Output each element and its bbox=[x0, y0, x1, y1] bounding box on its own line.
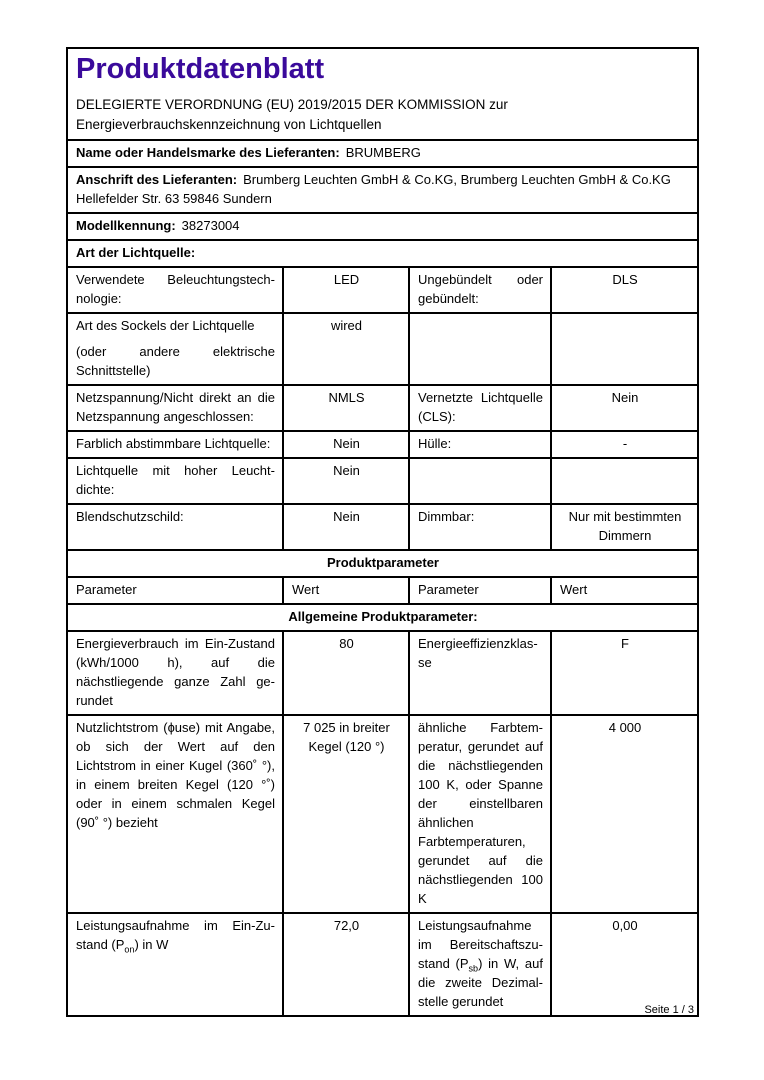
param-label-cell bbox=[409, 913, 551, 1016]
param-label-cell: Hülle: bbox=[409, 431, 551, 458]
param-label-cell: Vernetzte Lichtquelle (CLS): bbox=[409, 385, 551, 431]
table-row bbox=[67, 313, 698, 385]
param-label-text: Leistungsaufnahme im Ein-Zustand (P bbox=[76, 918, 275, 952]
param-label-cell: Lichtquelle mit hoher Leuchtdichte: bbox=[67, 458, 283, 504]
supplier-address-row bbox=[67, 167, 698, 213]
param-value-cell: F bbox=[551, 631, 698, 715]
param-value-cell: 72,0 bbox=[283, 913, 409, 1016]
param-label-cell: Energieeffizienzklasse bbox=[409, 631, 551, 715]
table-row bbox=[67, 631, 698, 715]
column-header: Wert bbox=[283, 577, 409, 604]
subscript-text: sb bbox=[468, 963, 479, 974]
model-id-value: 38273004 bbox=[181, 218, 240, 233]
light-source-heading-row bbox=[67, 240, 698, 267]
page-number: Seite 1 / 3 bbox=[644, 1004, 694, 1016]
table-row bbox=[67, 431, 698, 458]
supplier-name-value: BRUMBERG bbox=[345, 145, 421, 160]
param-value-cell: 0,00 bbox=[551, 913, 698, 1016]
page-subtitle: DELEGIERTE VERORDNUNG (EU) 2019/2015 DER KOMMISSION zur Energieverbrauchskennzeichnung von Lichtquellen bbox=[76, 97, 508, 132]
param-value-cell bbox=[551, 313, 698, 385]
column-header-row bbox=[67, 577, 698, 604]
param-label-cell: Verwendete Beleuchtungstechnologie: bbox=[67, 267, 283, 313]
param-label-cell: Netzspannung/Nicht direkt an die Netzspannung angeschlossen: bbox=[67, 385, 283, 431]
supplier-address-label: Anschrift des Lieferanten: bbox=[76, 172, 238, 187]
subscript-text: on bbox=[124, 944, 135, 955]
product-parameter-title-row bbox=[67, 550, 698, 577]
param-value-cell: - bbox=[551, 431, 698, 458]
param-value-cell: NMLS bbox=[283, 385, 409, 431]
param-value-cell: 80 bbox=[283, 631, 409, 715]
param-label-line: (oder andere elektrische Schnittstelle) bbox=[76, 344, 275, 378]
subsection-title: Allgemeine Produktparameter: bbox=[67, 604, 698, 631]
param-value-cell: Nein bbox=[283, 458, 409, 504]
datasheet-table bbox=[66, 47, 699, 1017]
title-row bbox=[67, 48, 698, 140]
table-row bbox=[67, 458, 698, 504]
model-id-label: Modellkennung: bbox=[76, 218, 176, 233]
param-value-cell: wired bbox=[283, 313, 409, 385]
supplier-name-label: Name oder Handelsmarke des Lieferanten: bbox=[76, 145, 340, 160]
param-value-cell: DLS bbox=[551, 267, 698, 313]
param-value-cell bbox=[551, 458, 698, 504]
table-row bbox=[67, 267, 698, 313]
param-label-cell bbox=[67, 913, 283, 1016]
param-value-cell: Nein bbox=[283, 504, 409, 550]
page-title: Produktdatenblatt bbox=[76, 53, 325, 85]
param-label-cell: Dimmbar: bbox=[409, 504, 551, 550]
model-id-row bbox=[67, 213, 698, 240]
param-label-cell bbox=[409, 458, 551, 504]
param-value-cell: Nein bbox=[551, 385, 698, 431]
param-value-cell: Nur mit bestimmten Dimmern bbox=[551, 504, 698, 550]
supplier-address-value: Brumberg Leuchten GmbH & Co.KG, Brumberg Leuchten GmbH & Co.KG Hellefelder Str. 63 59846 Sundern bbox=[76, 172, 671, 206]
column-header: Parameter bbox=[409, 577, 551, 604]
product-parameter-title: Produktparameter bbox=[67, 550, 698, 577]
param-label-cell: Farblich abstimmbare Lichtquelle: bbox=[67, 431, 283, 458]
subsection-row bbox=[67, 604, 698, 631]
param-label-cell: Energieverbrauch im Ein-Zustand (kWh/1000 h), auf die nächstliegende ganze Zahl gerundet bbox=[67, 631, 283, 715]
table-row bbox=[67, 504, 698, 550]
param-value-cell: LED bbox=[283, 267, 409, 313]
param-label-cell: ähnliche Farbtemperatur, gerundet auf die nächstliegenden 100 K, oder Spanne der einstellbaren ähnlichen Farbtemperaturen, gerundet auf die nächstliegenden 100 K bbox=[409, 715, 551, 913]
param-label-text: ) in W, auf die zweite Dezimalstelle gerundet bbox=[418, 956, 543, 1009]
param-label-text: Leistungsaufnahme im Bereitschaftszustand (P bbox=[418, 918, 543, 971]
param-value-cell: 7 025 in breiter Kegel (120 °) bbox=[283, 715, 409, 913]
param-label-text: ) in W bbox=[134, 937, 169, 952]
param-label-cell: Nutzlichtstrom (ɸuse) mit Angabe, ob sich der Wert auf den Lichtstrom in einer Kugel (360˚ °), in einem breiten Kegel (120 °˚) oder in einem schmalen Kegel (90˚ °) bezieht bbox=[67, 715, 283, 913]
param-label-cell bbox=[409, 313, 551, 385]
table-row bbox=[67, 385, 698, 431]
param-label-cell: Ungebündelt oder gebündelt: bbox=[409, 267, 551, 313]
param-label-cell bbox=[67, 313, 283, 385]
supplier-name-row bbox=[67, 140, 698, 167]
param-value-cell: 4 000 bbox=[551, 715, 698, 913]
column-header: Wert bbox=[551, 577, 698, 604]
light-source-heading: Art der Lichtquelle: bbox=[67, 240, 698, 267]
param-value-cell: Nein bbox=[283, 431, 409, 458]
column-header: Parameter bbox=[67, 577, 283, 604]
param-label-cell: Blendschutzschild: bbox=[67, 504, 283, 550]
table-row bbox=[67, 715, 698, 913]
param-label-line: Art des Sockels der Lichtquelle bbox=[76, 318, 255, 333]
table-row bbox=[67, 913, 698, 1016]
